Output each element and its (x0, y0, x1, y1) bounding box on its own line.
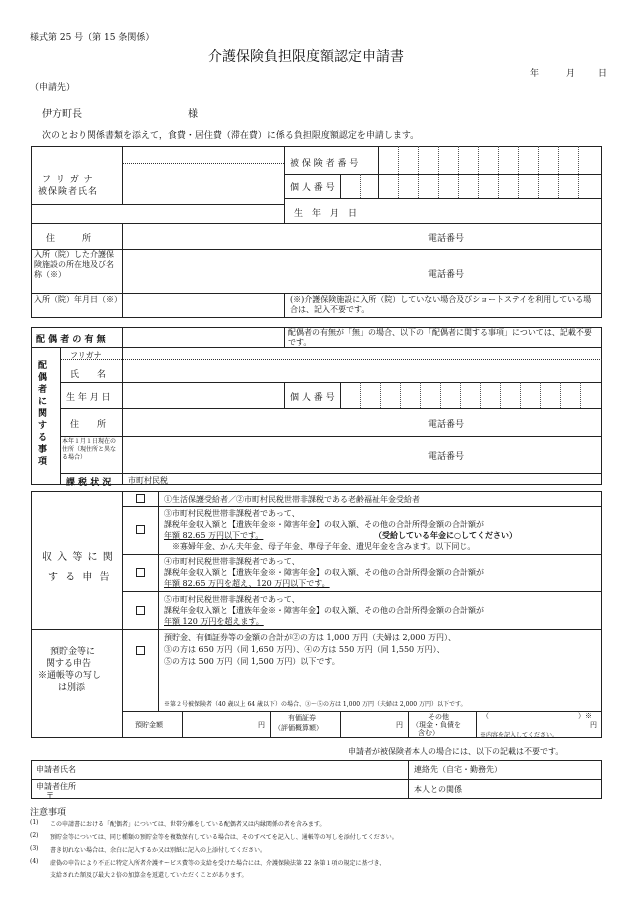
mayor-name: 伊方町長 (42, 109, 82, 120)
honorific: 様 (188, 109, 198, 120)
securities-label-2: （評価概算額） (274, 724, 323, 732)
birth-date-label: 生 年 月 日 (294, 209, 358, 219)
address-label: 住 所 (46, 234, 92, 244)
securities-yen: 円 (396, 721, 403, 729)
has-spouse-note: 配偶者の有無が「無」の場合、以下の「配偶者に関する事項」については、記載不要です。 (288, 328, 592, 347)
spouse-section-label: 配偶者に関する事項 (38, 361, 48, 467)
deposit-yen: 円 (258, 721, 265, 729)
applicant-contact-label: 連絡先（自宅・勤務先） (414, 765, 502, 774)
income-label-1: 収 入 等 に 関 (42, 552, 114, 563)
savings-label-4: は別添 (58, 683, 86, 693)
date-month: 月 (566, 69, 576, 79)
spouse-furigana-label: フリガナ (70, 351, 102, 360)
option5-line3: 年額 120 万円を超えます。 (164, 617, 264, 626)
checkbox-option1[interactable] (136, 494, 145, 503)
page-title: 介護保険負担限度額認定申請書 (208, 49, 404, 65)
option3-note: （受給している年金に○してください） (374, 530, 517, 540)
date-year: 年 (530, 69, 540, 79)
savings-label-3: ※通帳等の写し (38, 671, 102, 681)
tax-status-value: 市町村民税 (128, 476, 168, 485)
other-paren-open: （ (482, 712, 489, 720)
note-1-no: (1) (30, 819, 39, 826)
note-3-text: 書き切れない場合は、余白に記入するか又は別紙に記入の上添付してください。 (50, 847, 267, 854)
option3-line2: 課税年金収入額と【遺族年金※・障害年金】の収入額、その他の合計所得金額の合計額が (164, 520, 484, 529)
note-4-text-cont: 支給された額及び最大２倍の加算金を返還していただくことがあります。 (50, 872, 248, 879)
note-2-text: 預貯金等については、同じ種類の預貯金等を複数保有している場合は、そのすべてを記入し、通帳等の写しを添付してください。 (50, 834, 398, 841)
savings-label-2: 関する申告 (46, 659, 92, 669)
facility-phone-label: 電話番号 (428, 270, 465, 280)
facility-label: 入所（院）した介護保険施設の所在地及び名称（※） (34, 250, 114, 279)
note-2-no: (2) (30, 832, 39, 839)
postal-mark: 〒 (46, 791, 54, 800)
other-paren-close: ）※ (578, 712, 592, 720)
form-number: 様式第 25 号（第 15 条関係） (30, 33, 155, 43)
deposit-amount-label: 預貯金額 (135, 721, 163, 729)
insured-name-label: 被保険者氏名 (38, 187, 99, 197)
option3-line4: ※寡婦年金、かん夫年金、母子年金、準母子年金、遺児年金を含みます。以下同じ。 (172, 542, 476, 551)
other-label-1: その他 (428, 713, 449, 721)
applicant-address-label: 申請者住所 (36, 782, 76, 791)
has-spouse-label: 配 偶 者 の 有 無 (36, 335, 106, 345)
savings-line1: 預貯金、有価証券等の金額の合計が②の方は 1,000 万円（夫婦は 2,000 万円）、 (164, 633, 456, 642)
admission-note: (※)介護保険施設に入所（院）していない場合及びショートステイを利用している場合は、記入不要です。 (290, 295, 592, 314)
applicant-relation-label: 本人との関係 (414, 785, 462, 794)
other-note: ※内容を記入してください。 (480, 732, 559, 739)
savings-line4: ※第２号被保険者（40 歳以上 64 歳以下）の場合、③～⑤の方は 1,000 万円（夫婦は 2,000 万円）以下です。 (164, 701, 467, 708)
personal-number-label: 個 人 番 号 (290, 183, 335, 193)
savings-line3: ⑤の方は 500 万円（同 1,500 万円）以下です。 (164, 657, 340, 666)
option1-text: ①生活保護受給者／②市町村民税世帯非課税である老齢福祉年金受給者 (164, 495, 420, 504)
savings-line2: ③の方は 650 万円（同 1,650 万円）、④の方は 550 万円（同 1,550 万円）、 (164, 645, 445, 654)
other-yen: 円 (590, 721, 597, 729)
phone-label: 電話番号 (428, 234, 465, 244)
spouse-phone2-label: 電話番号 (428, 452, 465, 462)
checkbox-option3[interactable] (136, 525, 145, 534)
other-label-2: （現金・負債を (412, 721, 461, 729)
spouse-phone-label: 電話番号 (428, 420, 465, 430)
notes-heading: 注意事項 (30, 808, 67, 818)
spouse-address-label: 住 所 (70, 420, 107, 430)
option5-line1: ⑤市町村民税世帯非課税者であって、 (164, 595, 300, 604)
option3-line3: 年額 82.65 万円以下です。 (164, 531, 264, 540)
option4-line3: 年額 82.65 万円を超え、120 万円以下です。 (164, 579, 330, 588)
spouse-jan1-address-label: 本年１月１日現在の住所（現住所と異なる場合） (62, 438, 117, 461)
income-label-2: す る 申 告 (48, 572, 112, 583)
checkbox-savings[interactable] (136, 646, 145, 655)
note-1-text: この申請書における「配偶者」については、世帯分離をしている配偶者又は内縁関係の者を含みます。 (50, 821, 326, 828)
applicant-name-label: 申請者氏名 (36, 765, 76, 774)
spouse-personal-number-label: 個 人 番 号 (290, 393, 335, 403)
applicant-note: 申請者が被保険者本人の場合には、以下の記載は不要です。 (348, 747, 564, 756)
recipient-label: （申請先） (30, 83, 76, 93)
other-label-3: 含む） (418, 729, 439, 737)
spouse-name-label: 氏 名 (70, 370, 107, 380)
spouse-birth-label: 生 年 月 日 (66, 393, 111, 403)
option4-line1: ④市町村民税世帯非課税者であって、 (164, 557, 300, 566)
insured-number-label: 被 保 険 者 番 号 (290, 159, 359, 169)
date-day: 日 (598, 69, 608, 79)
securities-label-1: 有価証券 (288, 714, 316, 722)
option4-line2: 課税年金収入額と【遺族年金※・障害年金】の収入額、その他の合計所得金額の合計額が (164, 568, 484, 577)
furigana-label: フ リ ガ ナ (42, 175, 94, 185)
tax-status-label: 課 税 状 況 (66, 478, 112, 488)
option3-line1: ③市町村民税世帯非課税者であって、 (164, 509, 300, 518)
note-4-text: 虚偽の申告により不正に特定入所者介護サービス費等の支給を受けた場合には、介護保険法第 22 条第１項の規定に基づき、 (50, 860, 386, 867)
admission-date-label: 入所（院）年月日（※） (34, 295, 122, 304)
intro-text: 次のとおり関係書類を添えて，食費・居住費（滞在費）に係る負担限度額認定を申請します。 (42, 131, 420, 141)
savings-label-1: 預貯金等に (50, 647, 96, 657)
checkbox-option5[interactable] (136, 606, 145, 615)
note-3-no: (3) (30, 845, 39, 852)
checkbox-option4[interactable] (136, 568, 145, 577)
option5-line2: 課税年金収入額と【遺族年金※・障害年金】の収入額、その他の合計所得金額の合計額が (164, 606, 484, 615)
note-4-no: (4) (30, 858, 39, 865)
